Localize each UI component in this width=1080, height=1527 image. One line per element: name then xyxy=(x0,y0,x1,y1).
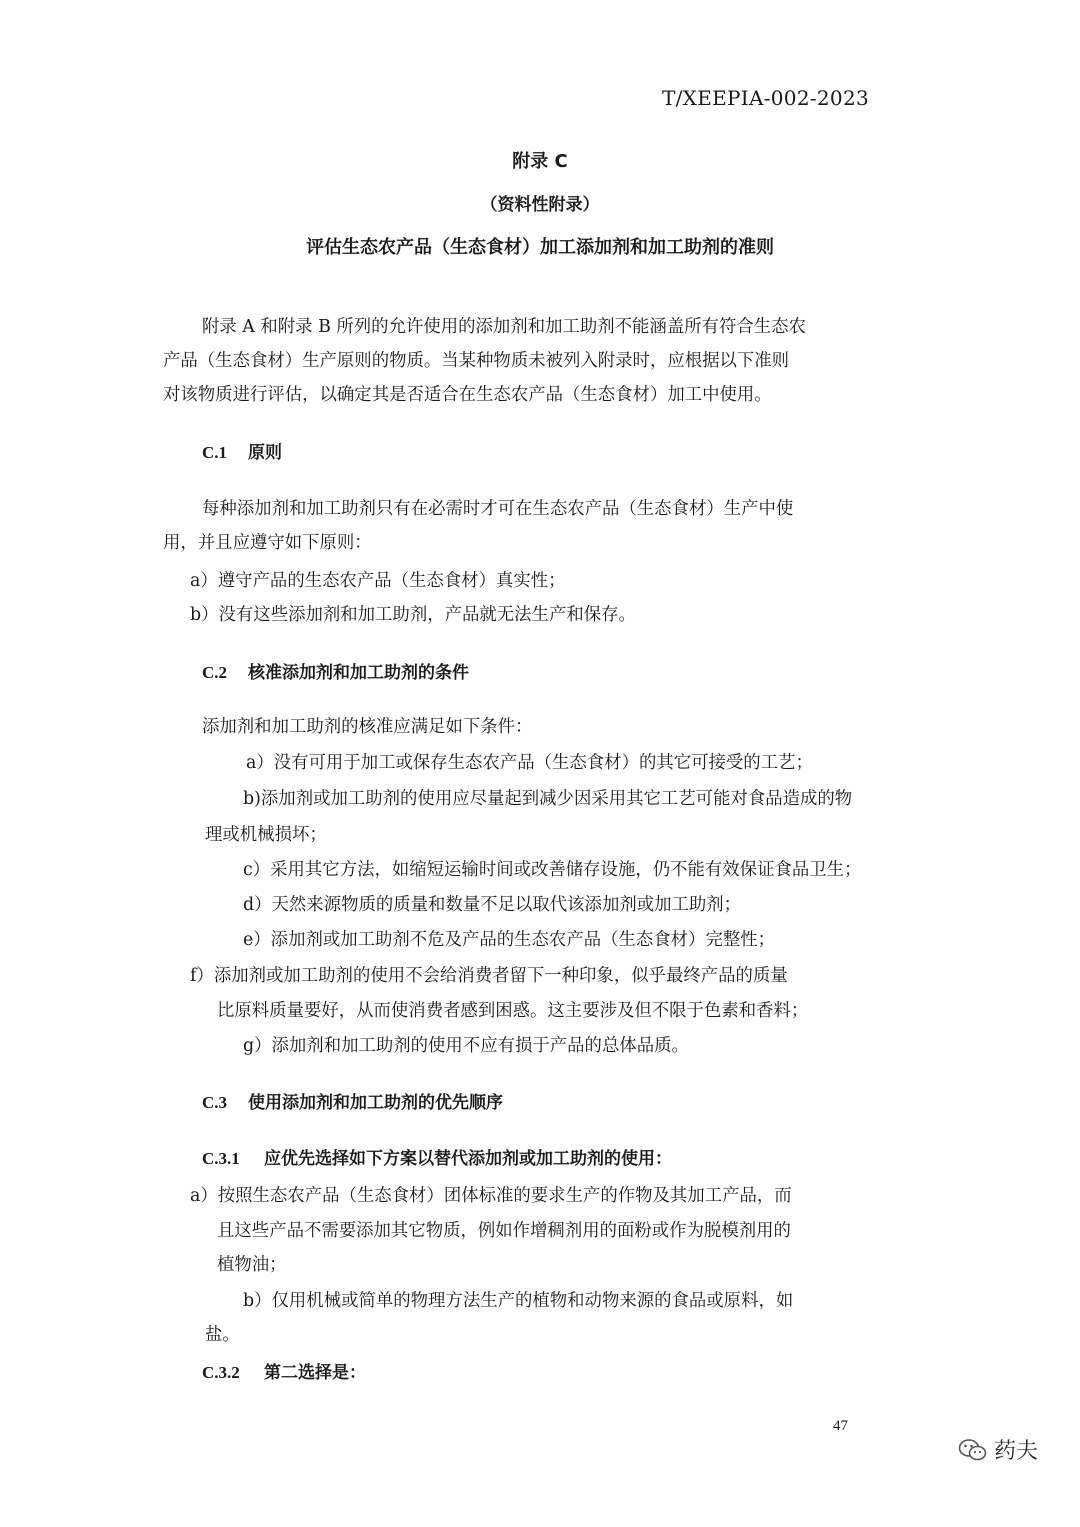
c2-item-b-cont: 理或机械损坏； xyxy=(205,825,327,845)
subsection-c32-heading xyxy=(202,1358,366,1383)
intro-line-1: 附录 A 和附录 B 所列的允许使用的添加剂和加工助剂不能涵盖所有符合生态农 xyxy=(202,317,806,337)
intro-line-2: 产品（生态食材）生产原则的物质。当某种物质未被列入附录时，应根据以下准则 xyxy=(163,351,790,371)
c2-line-intro: 添加剂和加工助剂的核准应满足如下条件： xyxy=(202,717,533,737)
appendix-type: （资料性附录） xyxy=(480,195,600,215)
c2-item-c: c）采用其它方法，如缩短运输时间或改善储存设施，仍不能有效保证食品卫生； xyxy=(243,860,862,880)
section-c3-heading xyxy=(202,1088,503,1113)
section-title: 原则 xyxy=(248,443,282,463)
section-number: C.1 xyxy=(202,443,228,462)
section-c2-heading xyxy=(202,658,469,683)
subsection-number: C.3.1 xyxy=(202,1149,240,1168)
subsection-c31-heading xyxy=(202,1144,672,1169)
subsection-title: 第二选择是： xyxy=(264,1363,366,1383)
intro-line-3: 对该物质进行评估，以确定其是否适合在生态农产品（生态食材）加工中使用。 xyxy=(163,385,772,405)
section-number: C.2 xyxy=(202,663,228,682)
c1-item-a: a）遵守产品的生态农产品（生态食材）真实性； xyxy=(190,571,566,591)
appendix-main-title: 评估生态农产品（生态食材）加工添加剂和加工助剂的准则 xyxy=(306,237,774,258)
c1-line-1: 每种添加剂和加工助剂只有在必需时才可在生态农产品（生态食材）生产中使 xyxy=(202,499,794,519)
c2-item-f-cont: 比原料质量要好，从而使消费者感到困惑。这主要涉及但不限于色素和香料； xyxy=(217,1001,809,1021)
c2-item-g: g）添加剂和加工助剂的使用不应有损于产品的总体品质。 xyxy=(243,1036,689,1056)
c2-item-a: a）没有可用于加工或保存生态农产品（生态食材）的其它可接受的工艺； xyxy=(246,753,813,773)
c2-item-f: f）添加剂或加工助剂的使用不会给消费者留下一种印象，似乎最终产品的质量 xyxy=(190,966,788,986)
wechat-icon xyxy=(958,1438,988,1462)
c31-item-a-cont-1: 且这些产品不需要添加其它物质，例如作增稠剂用的面粉或作为脱模剂用的 xyxy=(217,1221,791,1241)
c1-item-b: b）没有这些添加剂和加工助剂，产品就无法生产和保存。 xyxy=(190,605,636,625)
c2-item-b: b)添加剂或加工助剂的使用应尽量起到减少因采用其它工艺可能对食品造成的物 xyxy=(243,789,853,809)
c2-item-d: d）天然来源物质的质量和数量不足以取代该添加剂或加工助剂； xyxy=(243,895,742,915)
subsection-title: 应优先选择如下方案以替代添加剂或加工助剂的使用： xyxy=(264,1149,672,1169)
c1-line-2: 用，并且应遵守如下原则： xyxy=(163,533,372,553)
section-title: 使用添加剂和加工助剂的优先顺序 xyxy=(248,1093,503,1113)
c31-item-a: a）按照生态农产品（生态食材）团体标准的要求生产的作物及其加工产品，而 xyxy=(190,1186,792,1206)
appendix-title: 附录 C xyxy=(512,151,568,172)
c31-item-b-cont: 盐。 xyxy=(205,1325,240,1345)
watermark xyxy=(958,1434,1038,1465)
c2-item-e: e）添加剂或加工助剂不危及产品的生态农产品（生态食材）完整性； xyxy=(243,930,776,950)
c31-item-a-cont-2: 植物油； xyxy=(217,1255,287,1275)
section-title: 核准添加剂和加工助剂的条件 xyxy=(248,663,469,683)
subsection-number: C.3.2 xyxy=(202,1363,240,1382)
section-c1-heading xyxy=(202,438,282,463)
watermark-text: 药夫 xyxy=(994,1439,1039,1464)
section-number: C.3 xyxy=(202,1093,228,1112)
document-code: T/XEEPIA-002-2023 xyxy=(662,86,870,110)
page-number: 47 xyxy=(833,1418,848,1434)
c31-item-b: b）仅用机械或简单的物理方法生产的植物和动物来源的食品或原料，如 xyxy=(243,1291,794,1311)
